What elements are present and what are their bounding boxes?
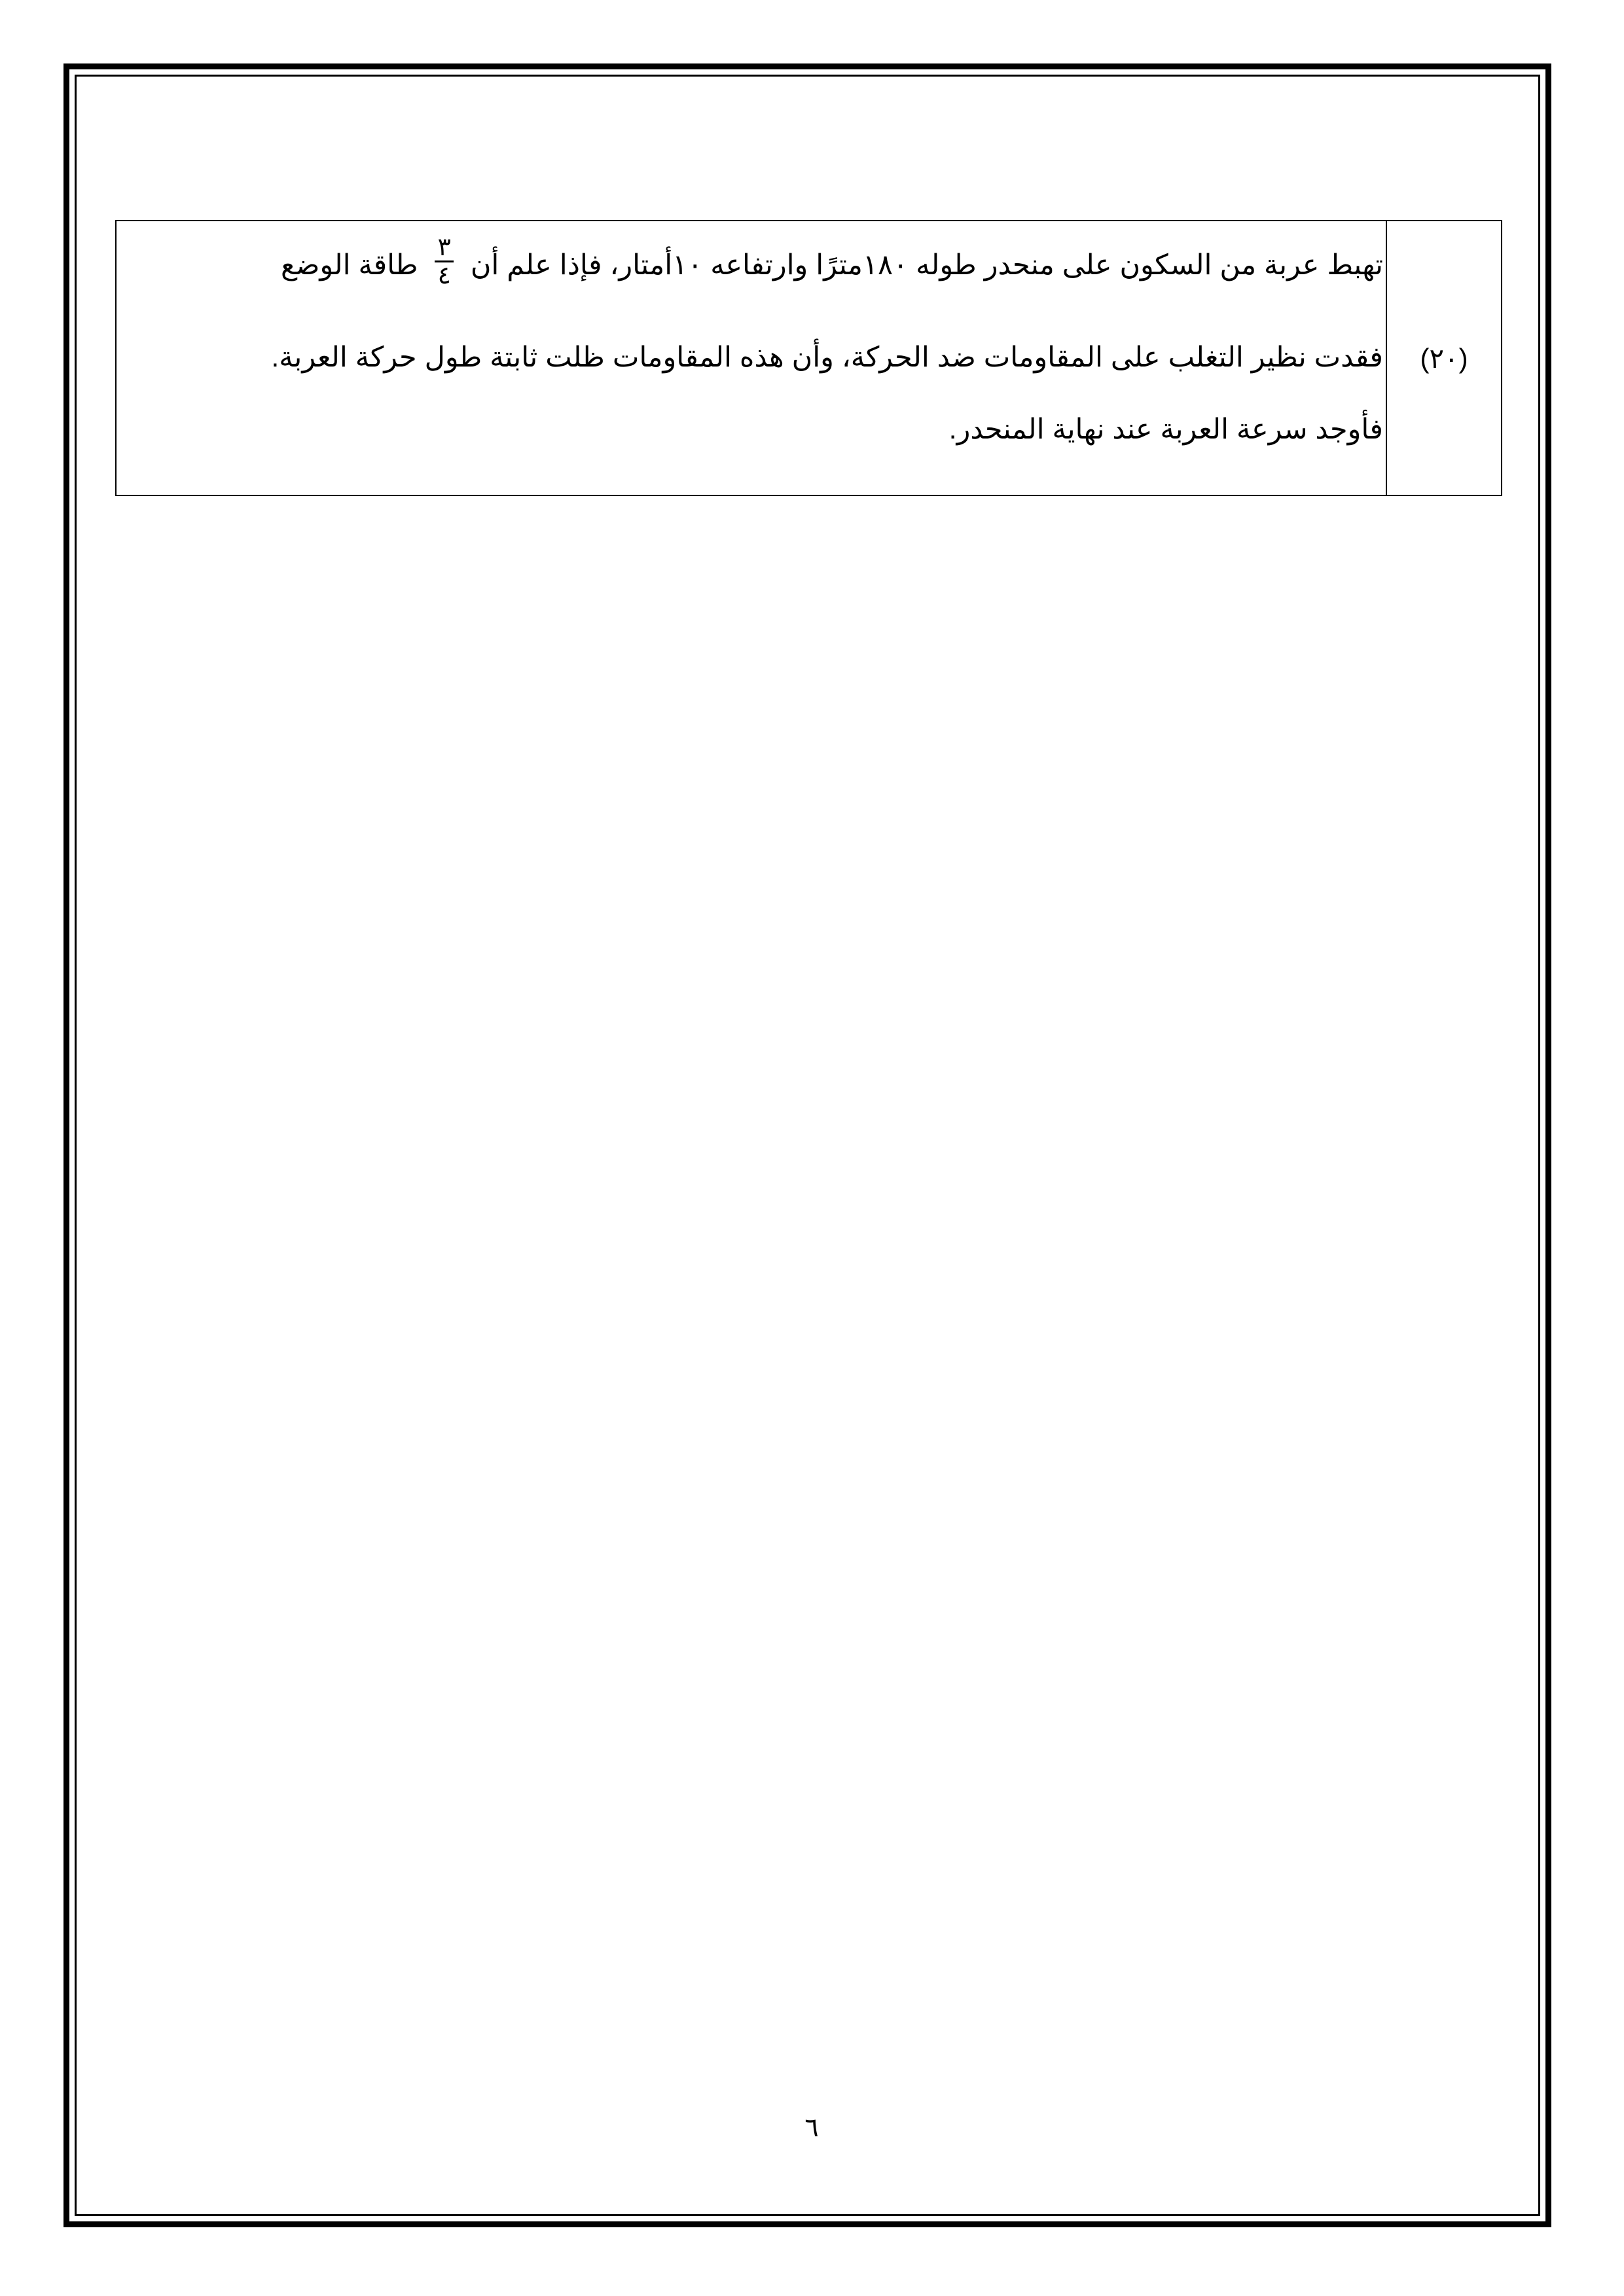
question-line-1 [130, 234, 1383, 293]
fraction [435, 236, 453, 287]
question-line-3: فأوجد سرعة العربة عند نهاية المنحدر. [948, 414, 1383, 445]
page-number: ٦ [804, 2113, 819, 2142]
question-line-2: فقدت نظير التغلب على المقاومات ضد الحركة، وأن هذه المقاومات ظلت ثابتة طول حركة العربة. [271, 342, 1383, 373]
question-number-cell [1386, 221, 1501, 495]
question-text-cell [117, 221, 1386, 495]
question-number: (٢٠) [1420, 342, 1468, 374]
question-table [115, 220, 1502, 496]
fraction-denominator: ٤ [437, 262, 451, 289]
question-line-1-start: تهبط عربة من السكون على منحدر طوله ١٨٠مترًا وارتفاعه ١٠أمتار، فإذا علم أن [470, 249, 1383, 281]
question-line-1-end: طاقة الوضع [280, 249, 418, 281]
fraction-numerator: ٣ [435, 236, 453, 262]
